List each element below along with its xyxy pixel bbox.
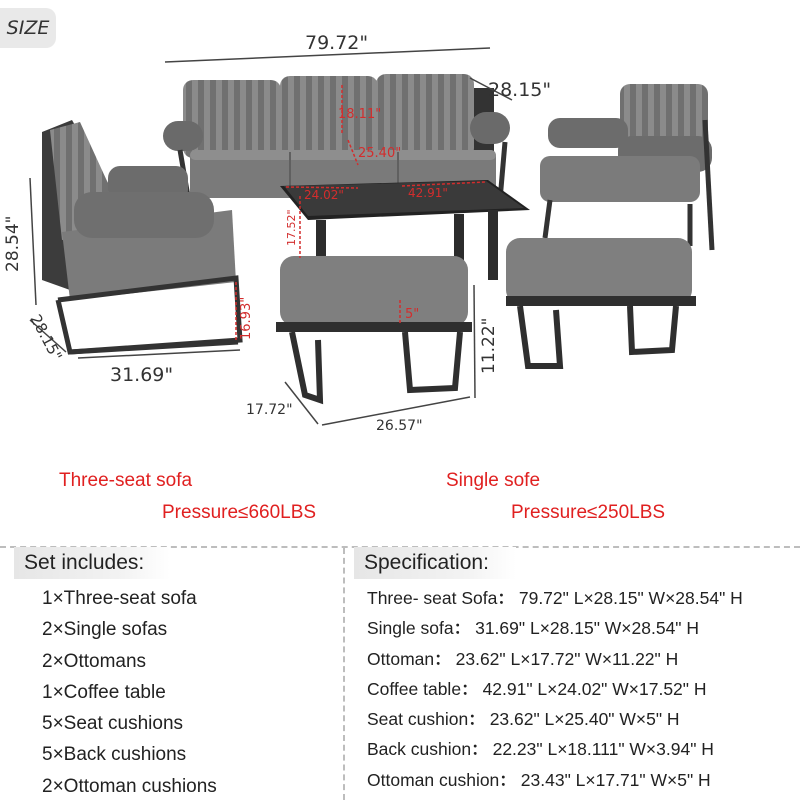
spec-value: 31.69" L×28.15" W×28.54" H <box>475 618 700 639</box>
list-item: 2×Single sofas <box>42 619 168 641</box>
table-width-label: 24.02" <box>304 188 344 202</box>
sofa-depth-label: 28.15" <box>488 79 552 101</box>
specification-list <box>367 586 743 798</box>
spec-separator: ： <box>497 588 515 608</box>
spec-separator: ： <box>434 648 452 669</box>
list-item: 5×Seat cushions <box>42 713 184 735</box>
list-item: 2×Ottoman cushions <box>42 775 217 797</box>
spec-separator: ： <box>461 678 479 699</box>
single-load-pressure: Pressure≤250LBS <box>511 502 666 523</box>
single-width-label: 31.69" <box>110 364 174 386</box>
list-item: 1×Coffee table <box>42 681 166 703</box>
spec-row <box>367 737 743 767</box>
spec-value: 79.72" L×28.15" W×28.54" H <box>518 588 743 608</box>
spec-separator: ： <box>499 769 517 790</box>
ottoman-depth-label: 17.72" <box>246 402 293 418</box>
spec-separator: ： <box>471 739 489 760</box>
spec-name: Back cushion <box>367 739 472 760</box>
spec-value: 22.23" L×18.111" W×3.94" H <box>492 739 714 760</box>
specification-heading: Specification: <box>354 547 516 579</box>
spec-name: Three- seat Sofa <box>367 588 498 608</box>
single-height-label: 28.54" <box>3 215 23 272</box>
seat-height-label: 16.93" <box>239 296 254 340</box>
list-item: 5×Back cushions <box>42 744 187 766</box>
spec-row <box>367 647 743 677</box>
column-divider <box>343 548 345 800</box>
single-depth-label: 28.15" <box>26 311 66 364</box>
sofa-width-label: 79.72" <box>305 32 369 54</box>
spec-name: Ottoman cushion <box>367 769 500 790</box>
spec-row <box>367 616 743 646</box>
includes-heading: Set includes: <box>14 547 170 579</box>
table-length-label: 42.91" <box>408 186 448 200</box>
spec-name: Ottoman <box>367 648 435 669</box>
spec-value: 42.91" L×24.02" W×17.52" H <box>482 678 707 699</box>
single-load-name: Single sofe <box>446 470 541 491</box>
sofa-load-pressure: Pressure≤660LBS <box>162 502 317 523</box>
ottoman-right <box>506 238 696 366</box>
ottoman-length-label: 26.57" <box>376 418 423 434</box>
sofa-load-name: Three-seat sofa <box>59 470 193 491</box>
ottoman-front <box>276 256 472 400</box>
table-height-label: 17.52" <box>285 209 298 246</box>
spec-separator: ： <box>453 618 472 639</box>
spec-value: 23.62" L×25.40" W×5" H <box>489 709 680 730</box>
ottoman-height-label: 11.22" <box>479 317 499 374</box>
spec-row <box>367 677 743 707</box>
spec-row <box>367 707 743 737</box>
spec-name: Single sofa <box>367 618 454 639</box>
list-item: 1×Three-seat sofa <box>42 588 197 609</box>
spec-name: Seat cushion <box>367 709 469 730</box>
back-cushion-height-label: 18.11" <box>338 107 382 122</box>
size-tag: SIZE <box>0 8 56 48</box>
ottoman-cushion-thickness-label: 5" <box>405 307 420 322</box>
includes-list <box>42 586 217 800</box>
spec-row <box>367 586 743 616</box>
spec-value: 23.43" L×17.71" W×5" H <box>520 769 711 790</box>
seat-cushion-depth-label: 25.40" <box>358 146 402 161</box>
spec-name: Coffee table <box>367 678 462 699</box>
list-item: 2×Ottomans <box>42 650 147 672</box>
single-sofa-right <box>540 84 712 250</box>
spec-separator: ： <box>468 709 486 730</box>
spec-row <box>367 768 743 798</box>
spec-value: 23.62" L×17.72" W×11.22" H <box>455 648 679 669</box>
